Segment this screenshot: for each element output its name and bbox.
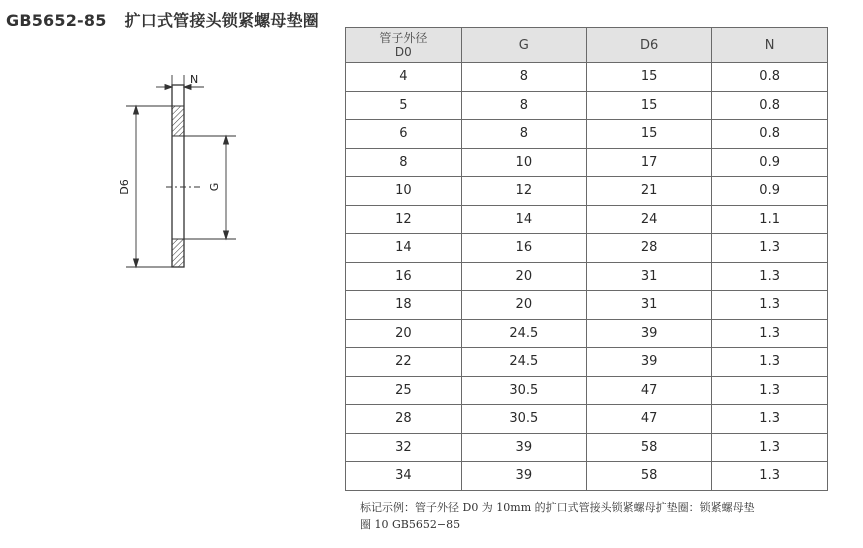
cell-g: 20 xyxy=(461,291,586,320)
cell-d6: 47 xyxy=(586,405,711,434)
cell-d6: 17 xyxy=(586,148,711,177)
table-row xyxy=(346,177,828,206)
cell-d0: 14 xyxy=(346,234,462,263)
cell-d6: 39 xyxy=(586,348,711,377)
marking-example-note xyxy=(360,499,840,533)
cell-n: 1.1 xyxy=(712,205,828,234)
cell-n: 1.3 xyxy=(712,262,828,291)
cell-g: 24.5 xyxy=(461,348,586,377)
table-row xyxy=(346,348,828,377)
cell-d6: 15 xyxy=(586,120,711,149)
cell-d0: 20 xyxy=(346,319,462,348)
cell-d6: 28 xyxy=(586,234,711,263)
cell-n: 0.9 xyxy=(712,148,828,177)
dim-label-g: G xyxy=(208,182,221,192)
cell-n: 1.3 xyxy=(712,234,828,263)
col-header-n: N xyxy=(712,28,828,63)
cell-d0: 8 xyxy=(346,148,462,177)
cell-d6: 15 xyxy=(586,91,711,120)
cell-d0: 32 xyxy=(346,433,462,462)
standard-name: 扩口式管接头锁紧螺母垫圈 xyxy=(124,11,319,30)
cell-n: 1.3 xyxy=(712,291,828,320)
table-row xyxy=(346,262,828,291)
cell-d6: 31 xyxy=(586,262,711,291)
table-row xyxy=(346,291,828,320)
cell-g: 30.5 xyxy=(461,376,586,405)
table-row xyxy=(346,63,828,92)
cell-d0: 12 xyxy=(346,205,462,234)
cell-d6: 24 xyxy=(586,205,711,234)
cell-n: 0.8 xyxy=(712,120,828,149)
cell-n: 0.8 xyxy=(712,91,828,120)
cell-d6: 47 xyxy=(586,376,711,405)
table-row xyxy=(346,120,828,149)
page-title xyxy=(6,8,319,31)
cell-g: 8 xyxy=(461,63,586,92)
table-row xyxy=(346,405,828,434)
cell-n: 1.3 xyxy=(712,462,828,491)
cell-d0: 34 xyxy=(346,462,462,491)
cell-d0: 16 xyxy=(346,262,462,291)
cell-g: 30.5 xyxy=(461,405,586,434)
cell-d0: 10 xyxy=(346,177,462,206)
cell-n: 1.3 xyxy=(712,348,828,377)
cell-d6: 21 xyxy=(586,177,711,206)
cell-g: 10 xyxy=(461,148,586,177)
cell-n: 0.9 xyxy=(712,177,828,206)
dim-label-d6: D6 xyxy=(118,179,131,195)
col-header-d0 xyxy=(346,28,462,63)
standard-code: GB5652-85 xyxy=(6,11,107,30)
table-row xyxy=(346,91,828,120)
table-row xyxy=(346,205,828,234)
note-line-2: 圈 10 GB5652−85 xyxy=(360,518,461,531)
cell-d0: 25 xyxy=(346,376,462,405)
cell-g: 20 xyxy=(461,262,586,291)
cell-d6: 15 xyxy=(586,63,711,92)
col-header-d6: D6 xyxy=(586,28,711,63)
cell-d6: 58 xyxy=(586,433,711,462)
cell-g: 14 xyxy=(461,205,586,234)
extension-lines xyxy=(126,75,236,267)
col-header-d0-name: 管子外径 xyxy=(379,31,428,45)
table-row xyxy=(346,319,828,348)
table-row xyxy=(346,376,828,405)
cell-d6: 58 xyxy=(586,462,711,491)
table-header-row xyxy=(346,28,828,63)
cell-d6: 31 xyxy=(586,291,711,320)
col-header-g: G xyxy=(461,28,586,63)
cell-d0: 4 xyxy=(346,63,462,92)
note-line-1: 标记示例：管子外径 D0 为 10mm 的扩口式管接头锁紧螺母扩垫圈：锁紧螺母垫 xyxy=(360,501,755,514)
table-row xyxy=(346,148,828,177)
cell-d0: 6 xyxy=(346,120,462,149)
table-row xyxy=(346,433,828,462)
cell-n: 0.8 xyxy=(712,63,828,92)
washer-section xyxy=(172,85,184,267)
cell-d0: 5 xyxy=(346,91,462,120)
cell-g: 39 xyxy=(461,462,586,491)
cell-d0: 18 xyxy=(346,291,462,320)
table-row xyxy=(346,462,828,491)
table-row xyxy=(346,234,828,263)
cell-d0: 22 xyxy=(346,348,462,377)
dim-label-n: N xyxy=(190,73,199,86)
cell-d0: 28 xyxy=(346,405,462,434)
cell-d6: 39 xyxy=(586,319,711,348)
cell-g: 39 xyxy=(461,433,586,462)
cell-n: 1.3 xyxy=(712,405,828,434)
spec-table xyxy=(345,27,828,491)
cell-g: 12 xyxy=(461,177,586,206)
col-header-d0-symbol: D0 xyxy=(394,45,412,59)
cell-g: 8 xyxy=(461,91,586,120)
cell-g: 8 xyxy=(461,120,586,149)
cell-n: 1.3 xyxy=(712,433,828,462)
cell-n: 1.3 xyxy=(712,376,828,405)
cell-n: 1.3 xyxy=(712,319,828,348)
cell-g: 24.5 xyxy=(461,319,586,348)
washer-drawing xyxy=(90,55,330,295)
cell-g: 16 xyxy=(461,234,586,263)
